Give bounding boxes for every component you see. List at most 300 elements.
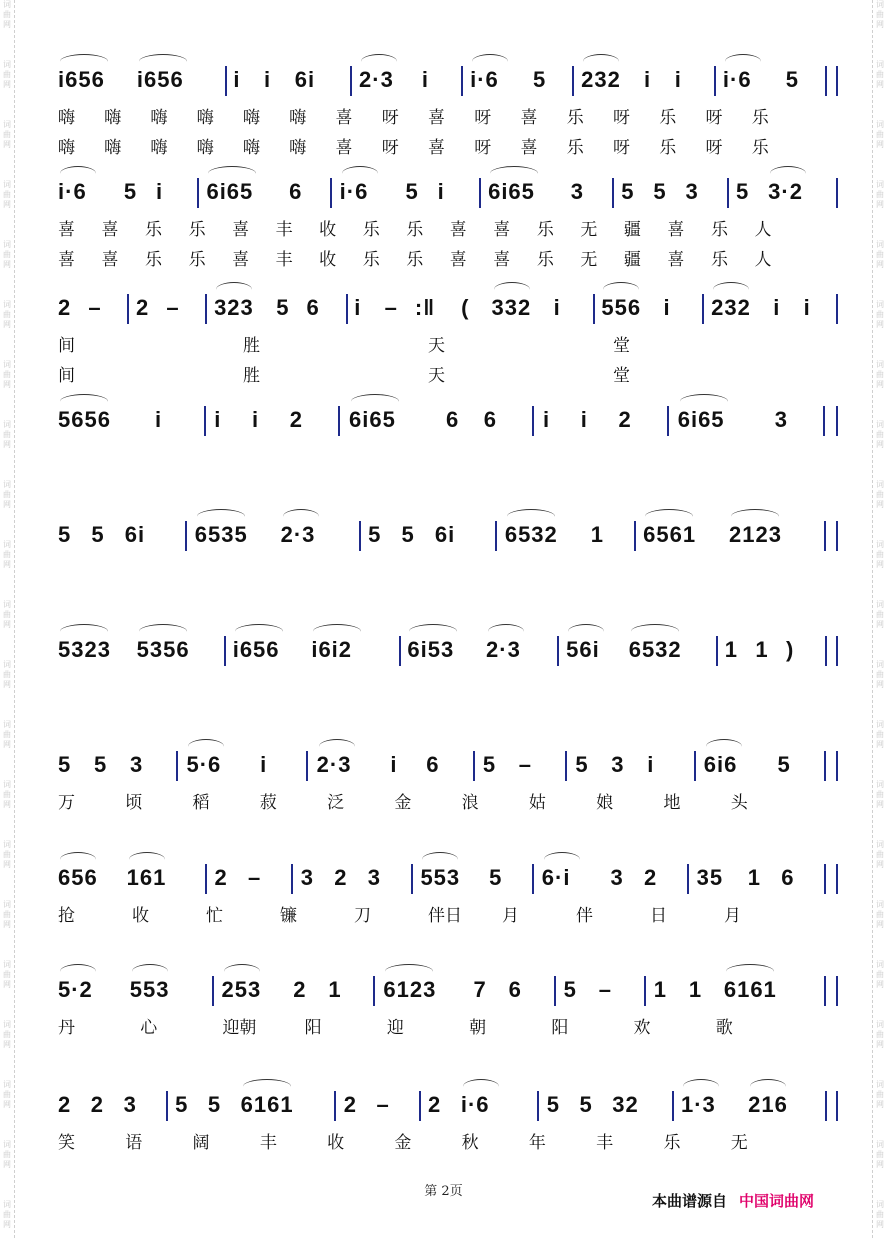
lyric-word: 喜 xyxy=(335,138,353,158)
watermark-mark: 网 xyxy=(3,320,11,329)
lyric-word: 地 xyxy=(663,793,681,813)
watermark-mark: 词 xyxy=(3,240,11,249)
note-group: 2 xyxy=(428,1092,442,1117)
note-group: i·6 xyxy=(470,67,499,92)
watermark-mark: 网 xyxy=(3,500,11,509)
lyric-word: 间 xyxy=(58,336,75,356)
barline xyxy=(612,178,614,208)
lyric-word: 嗨 xyxy=(104,138,122,158)
barline xyxy=(836,751,838,781)
note-group: 1·3 xyxy=(680,1092,716,1117)
note-group: – xyxy=(166,295,180,320)
slur-arc xyxy=(731,509,779,524)
watermark-mark: 词 xyxy=(876,120,884,129)
watermark-mark: 词 xyxy=(876,60,884,69)
note-group: 6 xyxy=(306,295,320,320)
watermark-mark: 词 xyxy=(3,180,11,189)
watermark-mark: 词 xyxy=(876,1200,884,1209)
note-group: 5323 xyxy=(58,637,111,662)
watermark-mark: 词 xyxy=(3,480,11,489)
slur-arc xyxy=(706,739,742,754)
note-group: i xyxy=(214,407,222,432)
watermark-mark: 网 xyxy=(876,440,884,449)
watermark-mark: 词 xyxy=(876,1020,884,1029)
watermark-mark: 词 xyxy=(3,1200,11,1209)
lyric-line xyxy=(58,106,840,130)
lyric-word: 呀 xyxy=(613,138,630,158)
watermark-mark: 曲 xyxy=(3,730,11,739)
watermark-mark: 曲 xyxy=(876,10,884,19)
lyric-word: 乐 xyxy=(659,138,677,158)
lyric-word: 阔 xyxy=(192,1133,210,1153)
lyric-word: 喜 xyxy=(58,220,75,240)
lyric-word: 喜 xyxy=(428,138,445,158)
barline xyxy=(824,976,826,1006)
watermark-mark: 词 xyxy=(3,540,11,549)
lyric-word: 呀 xyxy=(705,108,723,128)
watermark-mark: 网 xyxy=(876,980,884,989)
watermark-mark: 曲 xyxy=(3,250,11,259)
note-group: i xyxy=(803,295,811,320)
slur-arc xyxy=(409,624,457,639)
slur-arc xyxy=(494,282,530,297)
watermark-mark: 网 xyxy=(3,20,11,29)
barline xyxy=(334,1091,336,1121)
note-group: i656 xyxy=(58,67,105,92)
lyric-word: 金 xyxy=(394,793,412,813)
barline xyxy=(291,864,293,894)
note-group: i xyxy=(543,407,551,432)
watermark-mark: 网 xyxy=(876,800,884,809)
lyric-word: 乐 xyxy=(145,250,163,270)
note-group: – xyxy=(88,295,102,320)
note-group: 1 xyxy=(724,637,739,662)
slur-arc xyxy=(422,852,458,867)
lyric-word: 喜 xyxy=(335,108,353,128)
note-group: i xyxy=(553,295,561,320)
watermark-mark: 词 xyxy=(876,900,884,909)
lyric-word: 乐 xyxy=(188,250,206,270)
watermark-mark: 词 xyxy=(3,1080,11,1089)
slur-arc xyxy=(472,54,508,69)
watermark-mark: 网 xyxy=(3,620,11,629)
watermark-mark: 曲 xyxy=(3,850,11,859)
slur-arc xyxy=(319,739,355,754)
watermark-mark: 曲 xyxy=(876,790,884,799)
watermark-mark: 网 xyxy=(876,860,884,869)
note-group: 6123 xyxy=(383,977,437,1002)
lyric-word: 语 xyxy=(125,1133,143,1153)
barline xyxy=(537,1091,539,1121)
watermark-mark: 曲 xyxy=(3,1150,11,1159)
note-group: 323 xyxy=(214,295,254,320)
watermark-mark: 网 xyxy=(3,80,11,89)
watermark-mark: 曲 xyxy=(3,1210,11,1219)
note-group: 5 xyxy=(123,179,138,204)
lyric-word: 丹 xyxy=(58,1018,75,1038)
lyric-word: 人 xyxy=(754,250,772,270)
note-group: 6532 xyxy=(628,637,682,662)
watermark-mark: 曲 xyxy=(876,1150,884,1159)
barline xyxy=(346,294,348,324)
lyric-word: 间 xyxy=(58,366,75,386)
slur-arc xyxy=(283,509,319,524)
barline xyxy=(557,636,559,666)
lyric-word: 歌 xyxy=(715,1018,733,1038)
barline xyxy=(330,178,332,208)
note-group: i xyxy=(264,67,272,92)
lyric-word: 收 xyxy=(319,250,337,270)
slur-arc xyxy=(725,54,761,69)
lyric-word: 泛 xyxy=(327,793,345,813)
watermark-mark: 词 xyxy=(876,960,884,969)
lyric-word: 金 xyxy=(394,1133,412,1153)
note-group: 6 xyxy=(446,407,460,432)
barline xyxy=(836,976,838,1006)
barline xyxy=(634,521,636,551)
barline xyxy=(672,1091,674,1121)
note-group: 6i xyxy=(124,522,146,547)
barline xyxy=(836,66,838,96)
watermark-mark: 网 xyxy=(876,620,884,629)
barline xyxy=(205,294,207,324)
lyric-word: 乐 xyxy=(566,108,584,128)
lyric-word: 收 xyxy=(132,906,149,926)
lyric-word: 喜 xyxy=(667,250,685,270)
lyric-word: 呀 xyxy=(381,138,399,158)
watermark-mark: 曲 xyxy=(876,1030,884,1039)
note-group: 2·3 xyxy=(316,752,352,777)
barline xyxy=(479,178,481,208)
left-watermark-strip xyxy=(0,0,15,1238)
note-group: i xyxy=(260,752,268,777)
lyric-word: 乐 xyxy=(362,250,380,270)
note-group: i xyxy=(437,179,445,204)
slur-arc xyxy=(361,54,397,69)
watermark-mark: 曲 xyxy=(876,550,884,559)
watermark-mark: 曲 xyxy=(3,490,11,499)
lyric-word: 月 xyxy=(502,906,519,926)
barline xyxy=(204,406,206,436)
notation-line xyxy=(58,288,840,328)
lyric-line xyxy=(58,364,840,388)
watermark-mark: 曲 xyxy=(876,730,884,739)
lyric-word: 嗨 xyxy=(58,108,75,128)
lyric-word: 镰 xyxy=(280,906,297,926)
lyric-line xyxy=(58,248,840,272)
lyric-word: 无 xyxy=(580,250,598,270)
notation-line xyxy=(58,1085,840,1125)
slur-arc xyxy=(60,624,108,639)
note-group: i xyxy=(155,179,164,204)
lyric-line xyxy=(58,136,840,160)
lyric-word: 嗨 xyxy=(243,108,260,128)
watermark-mark: 网 xyxy=(3,560,11,569)
note-group: 5 xyxy=(58,752,72,777)
note-group: 556 xyxy=(601,295,642,320)
lyric-word: 欢 xyxy=(633,1018,651,1038)
watermark-mark: 网 xyxy=(876,1100,884,1109)
lyric-word: 人 xyxy=(754,220,772,240)
lyric-word: 心 xyxy=(140,1018,158,1038)
lyric-word: 呀 xyxy=(381,108,399,128)
watermark-mark: 网 xyxy=(876,680,884,689)
note-group: 6i65 xyxy=(349,407,396,432)
source-brand[interactable]: 中国词曲网 xyxy=(739,1192,815,1210)
watermark-mark: 曲 xyxy=(3,970,11,979)
watermark-mark: 网 xyxy=(876,1220,884,1229)
note-group: 5 xyxy=(482,752,497,777)
note-group: 6 xyxy=(508,977,522,1002)
watermark-mark: 曲 xyxy=(876,430,884,439)
note-group: 232 xyxy=(581,67,621,92)
notation-line xyxy=(58,60,840,100)
note-group: 3 xyxy=(611,752,625,777)
note-group: 3 xyxy=(300,865,314,890)
note-group: 2 xyxy=(334,865,348,890)
lyric-word: 嗨 xyxy=(196,108,214,128)
barline xyxy=(716,636,718,666)
barline xyxy=(836,1091,838,1121)
lyric-word: 嗨 xyxy=(243,138,260,158)
note-group: 5 xyxy=(575,752,589,777)
slur-arc xyxy=(713,282,749,297)
lyric-word: 嗨 xyxy=(150,108,168,128)
note-group: i·6 xyxy=(460,1092,490,1117)
slur-arc xyxy=(60,394,108,409)
note-group: 6161 xyxy=(723,977,777,1002)
watermark-mark: 网 xyxy=(3,200,11,209)
note-group: 32 xyxy=(612,1092,639,1117)
lyric-line xyxy=(58,334,840,358)
barline xyxy=(824,864,826,894)
note-group: 6·i xyxy=(541,865,571,890)
watermark-mark: 曲 xyxy=(3,790,11,799)
barline xyxy=(825,636,827,666)
lyric-word: 笑 xyxy=(58,1133,75,1153)
watermark-mark: 词 xyxy=(876,360,884,369)
lyric-word: 喜 xyxy=(232,220,250,240)
barline xyxy=(836,636,838,666)
note-group: 6i xyxy=(434,522,456,547)
note-group: 5 xyxy=(777,752,791,777)
source-attribution xyxy=(652,1190,814,1211)
note-group: 2 xyxy=(343,1092,357,1117)
watermark-mark: 网 xyxy=(876,380,884,389)
barline xyxy=(473,751,475,781)
note-group: i656 xyxy=(232,637,280,662)
slur-arc xyxy=(60,166,96,181)
barline xyxy=(197,178,199,208)
watermark-mark: 词 xyxy=(3,1020,11,1029)
note-group: 6i xyxy=(294,67,316,92)
barline xyxy=(461,66,463,96)
lyric-word: 喜 xyxy=(101,220,119,240)
watermark-mark: 词 xyxy=(3,120,11,129)
watermark-mark: 词 xyxy=(876,420,884,429)
notation-line xyxy=(58,858,840,898)
slur-arc xyxy=(726,964,774,979)
slur-arc xyxy=(351,394,399,409)
note-group: i xyxy=(647,752,655,777)
note-group: 5 xyxy=(91,522,105,547)
lyric-word: 乐 xyxy=(406,220,424,240)
lyric-word: 年 xyxy=(528,1133,546,1153)
note-group: 3·2 xyxy=(768,179,803,204)
lyric-word: 胜 xyxy=(243,366,260,386)
lyric-word: 忙 xyxy=(206,906,223,926)
barline xyxy=(176,751,178,781)
note-group: 5 xyxy=(93,752,108,777)
slur-arc xyxy=(139,624,187,639)
watermark-mark: 曲 xyxy=(3,70,11,79)
watermark-mark: 网 xyxy=(3,140,11,149)
slur-arc xyxy=(488,624,524,639)
slur-arc xyxy=(60,964,96,979)
note-group: i xyxy=(663,295,671,320)
lyric-word: 迎 xyxy=(386,1018,404,1038)
slur-arc xyxy=(544,852,580,867)
note-group: 5·2 xyxy=(58,977,93,1002)
note-group: 5 xyxy=(58,522,72,547)
barline xyxy=(495,521,497,551)
note-group: i xyxy=(644,67,652,92)
slur-arc xyxy=(750,1079,786,1094)
note-group: 6 xyxy=(781,865,795,890)
note-group: 35 xyxy=(696,865,724,890)
note-group: 216 xyxy=(748,1092,788,1117)
watermark-mark: 曲 xyxy=(876,610,884,619)
watermark-mark: 网 xyxy=(3,1160,11,1169)
note-group: 2 xyxy=(136,295,150,320)
watermark-mark: 曲 xyxy=(876,310,884,319)
lyric-word: 丰 xyxy=(259,1133,277,1153)
note-group: 161 xyxy=(126,865,167,890)
note-group: 2 xyxy=(293,977,307,1002)
watermark-mark: 曲 xyxy=(3,1030,11,1039)
note-group: 2·3 xyxy=(280,522,316,547)
lyric-word: 天 xyxy=(428,366,445,386)
note-group: 5 xyxy=(276,295,290,320)
note-group: 2 xyxy=(90,1092,105,1117)
watermark-mark: 曲 xyxy=(3,190,11,199)
slur-arc xyxy=(507,509,555,524)
watermark-mark: 曲 xyxy=(876,910,884,919)
lyric-word: 乐 xyxy=(751,108,769,128)
barline xyxy=(306,751,308,781)
barline xyxy=(565,751,567,781)
note-group: 5 xyxy=(532,67,547,92)
watermark-mark: 曲 xyxy=(3,910,11,919)
slur-arc xyxy=(645,509,693,524)
lyric-word: 喜 xyxy=(520,108,538,128)
note-group: – xyxy=(518,752,533,777)
slur-arc xyxy=(770,166,806,181)
lyric-line xyxy=(58,904,840,928)
watermark-mark: 词 xyxy=(876,540,884,549)
note-group: 1 xyxy=(688,977,703,1002)
notation-line xyxy=(58,630,840,670)
watermark-mark: 词 xyxy=(3,900,11,909)
slur-arc xyxy=(385,964,433,979)
watermark-mark: 词 xyxy=(876,1140,884,1149)
barline xyxy=(127,294,129,324)
barline xyxy=(593,294,595,324)
lyric-word: 喜 xyxy=(101,250,119,270)
watermark-mark: 词 xyxy=(876,780,884,789)
watermark-mark: 词 xyxy=(3,840,11,849)
note-group: i·6 xyxy=(722,67,752,92)
watermark-mark: 词 xyxy=(3,60,11,69)
lyric-word: 万 xyxy=(58,793,75,813)
note-group: i xyxy=(155,407,163,432)
note-group: i656 xyxy=(136,67,184,92)
note-group: 7 xyxy=(473,977,487,1002)
watermark-mark: 网 xyxy=(3,1220,11,1229)
lyric-word: 堂 xyxy=(613,366,630,386)
lyric-word: 天 xyxy=(428,336,445,356)
note-group: 253 xyxy=(221,977,262,1002)
note-group: i xyxy=(580,407,588,432)
watermark-mark: 曲 xyxy=(876,850,884,859)
lyric-word: 娘 xyxy=(596,793,614,813)
lyric-word: 阳 xyxy=(551,1018,569,1038)
barline xyxy=(532,864,534,894)
note-group: 2 xyxy=(58,295,72,320)
slur-arc xyxy=(208,166,256,181)
lyric-word: 乐 xyxy=(362,220,380,240)
note-group: 5 xyxy=(401,522,415,547)
note-group: 232 xyxy=(711,295,751,320)
watermark-mark: 词 xyxy=(876,480,884,489)
lyric-word: 浪 xyxy=(461,793,479,813)
right-watermark-strip xyxy=(872,0,887,1238)
lyric-word: 喜 xyxy=(449,250,467,270)
source-text: 本曲谱源自 xyxy=(652,1192,728,1210)
slur-arc xyxy=(490,166,538,181)
slur-arc xyxy=(129,852,165,867)
watermark-mark: 网 xyxy=(876,1160,884,1169)
lyric-word: 胜 xyxy=(243,336,260,356)
watermark-mark: 网 xyxy=(876,20,884,29)
note-group: 2 xyxy=(643,865,658,890)
watermark-mark: 网 xyxy=(3,380,11,389)
note-group: ( xyxy=(461,295,470,320)
barline xyxy=(824,521,826,551)
note-group: 1 xyxy=(653,977,668,1002)
barline xyxy=(836,406,838,436)
barline xyxy=(399,636,401,666)
note-group: 2 xyxy=(289,407,303,432)
watermark-mark: 网 xyxy=(876,320,884,329)
lyric-line xyxy=(58,1016,840,1040)
watermark-mark: 网 xyxy=(876,1040,884,1049)
barline xyxy=(185,521,187,551)
lyric-word: 日 xyxy=(650,906,667,926)
lyric-word: 乐 xyxy=(188,220,206,240)
lyric-word: 喜 xyxy=(449,220,467,240)
lyric-word: 无 xyxy=(730,1133,748,1153)
lyric-word: 喜 xyxy=(493,250,511,270)
barline xyxy=(373,976,375,1006)
lyric-word: 呀 xyxy=(474,138,492,158)
watermark-mark: 网 xyxy=(3,1100,11,1109)
lyric-word: 顷 xyxy=(125,793,143,813)
page-number: 第 2页 xyxy=(424,1184,463,1199)
watermark-mark: 词 xyxy=(876,840,884,849)
slur-arc xyxy=(243,1079,291,1094)
slur-arc xyxy=(197,509,245,524)
